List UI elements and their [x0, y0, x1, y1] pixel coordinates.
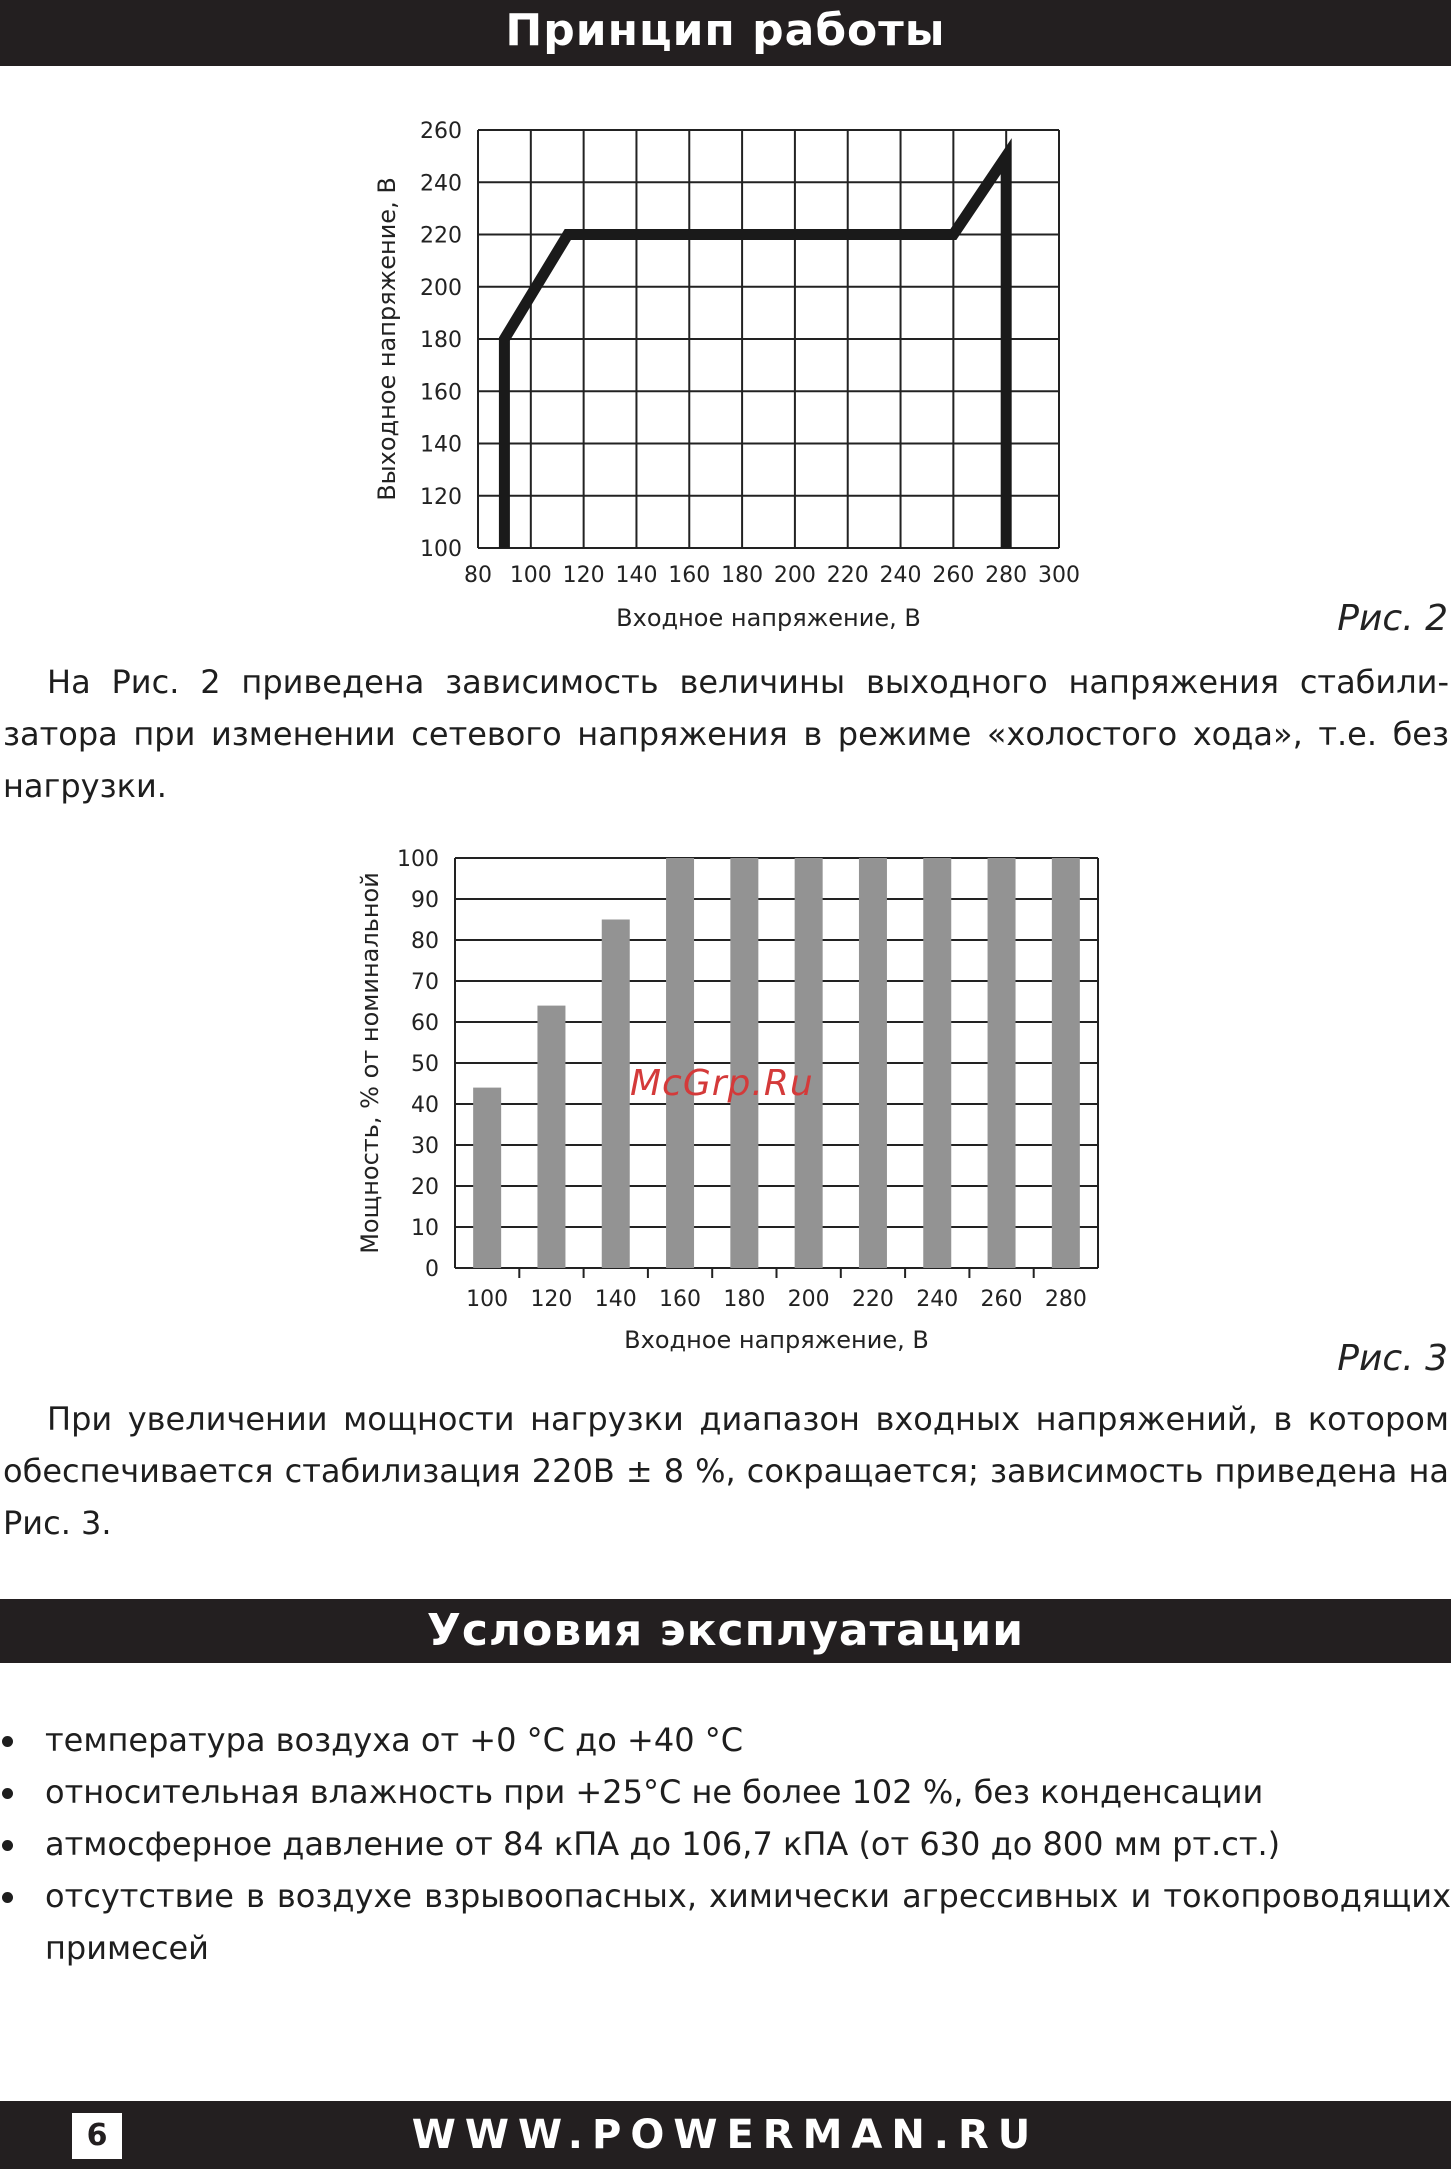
x-tick-label: 260: [980, 1287, 1023, 1312]
x-tick-label: 160: [659, 1287, 702, 1312]
section-title-conditions: Условия эксплуатации: [0, 1599, 1451, 1663]
y-tick-label: 220: [420, 223, 462, 249]
y-tick-label: 180: [420, 328, 462, 353]
y-tick-label: 20: [411, 1175, 439, 1200]
x-tick-label: 280: [985, 563, 1028, 588]
site-url: WWW.POWERMAN.RU: [411, 2112, 1040, 2158]
paragraph-figure-2: [3, 656, 1449, 812]
bullet-icon: [2, 1840, 13, 1851]
list-item: [0, 1870, 1451, 1974]
x-tick-label: 180: [721, 563, 764, 588]
paragraph-line: затора при изменении сетевого напряжения в режиме «холостого хода», т.е. без: [3, 715, 1449, 753]
list-item: [0, 1818, 1451, 1870]
x-tick-label: 240: [916, 1287, 959, 1312]
bullet-icon: [2, 1736, 13, 1747]
y-tick-label: 50: [411, 1052, 439, 1077]
watermark: McGrp.Ru: [630, 1063, 814, 1104]
y-tick-label: 30: [411, 1134, 439, 1159]
y-tick-label: 80: [411, 929, 439, 954]
x-tick-label: 200: [787, 1287, 830, 1312]
y-tick-label: 200: [420, 275, 462, 301]
y-tick-label: 160: [420, 380, 462, 406]
x-tick-label: 160: [668, 563, 711, 588]
section-title-principle: Принцип работы: [0, 0, 1451, 66]
y-tick-label: 70: [411, 970, 439, 995]
x-tick-label: 100: [509, 563, 552, 588]
x-tick-label: 220: [851, 1287, 894, 1312]
bullet-icon: [2, 1788, 13, 1799]
x-tick-label: 140: [594, 1287, 637, 1312]
x-tick-label: 80: [464, 563, 492, 588]
bar: [602, 920, 630, 1269]
y-axis-label: Мощность, % от номинальной: [356, 872, 384, 1254]
bar: [473, 1088, 501, 1268]
list-item-text: относительная влажность при +25°С не более 102 %, без конденсации: [45, 1773, 1264, 1811]
y-tick-label: 90: [411, 888, 439, 913]
y-tick-label: 240: [420, 171, 462, 197]
list-item-text: атмосферное давление от 84 кПА до 106,7 кПА (от 630 до 800 мм рт.ст.): [45, 1825, 1281, 1863]
x-tick-label: 300: [1038, 563, 1080, 588]
x-axis-label: Входное напряжение, В: [624, 1326, 929, 1354]
x-tick-label: 120: [562, 563, 605, 588]
y-tick-label: 100: [397, 847, 439, 872]
x-tick-label: 140: [615, 563, 658, 588]
y-tick-label: 100: [420, 537, 462, 562]
x-tick-label: 100: [466, 1287, 509, 1312]
footer-bar: [0, 2101, 1451, 2169]
paragraph-line: Рис. 3.: [3, 1504, 112, 1542]
x-tick-label: 240: [879, 563, 922, 588]
output-voltage-chart: [0, 90, 1100, 650]
y-tick-label: 60: [411, 1011, 439, 1036]
x-tick-label: 220: [826, 563, 869, 588]
x-tick-label: 280: [1044, 1287, 1087, 1312]
y-tick-label: 120: [420, 484, 462, 510]
y-tick-label: 140: [420, 432, 462, 458]
page-number: 6: [72, 2113, 122, 2159]
list-item-text: температура воздуха от +0 °С до +40 °С: [45, 1721, 744, 1759]
x-axis-label: Входное напряжение, В: [616, 604, 921, 632]
paragraph-line: обеспечивается стабилизация 220В ± 8 %, сокращается; зависимость приведена на: [3, 1452, 1449, 1490]
list-item: [0, 1714, 1451, 1766]
x-tick-label: 120: [530, 1287, 573, 1312]
x-tick-label: 180: [723, 1287, 766, 1312]
paragraph-line: На Рис. 2 приведена зависимость величины выходного напряжения стабили-: [47, 663, 1449, 701]
y-tick-label: 0: [425, 1257, 439, 1282]
power-bar-chart: [0, 826, 1100, 1366]
paragraph-line: нагрузки.: [3, 767, 167, 805]
paragraph-figure-3: [3, 1393, 1449, 1549]
x-tick-label: 260: [932, 563, 975, 588]
bar: [923, 858, 951, 1268]
bullet-icon: [2, 1892, 13, 1903]
y-tick-label: 260: [420, 119, 462, 144]
paragraph-line: При увеличении мощности нагрузки диапазон входных напряжений, в котором: [47, 1400, 1449, 1438]
output-voltage-line: [504, 156, 1006, 548]
bar: [1052, 858, 1080, 1268]
list-item-text: отсутствие в воздухе взрывоопасных, химически агрессивных и токопроводящих примесей: [45, 1877, 1451, 1967]
y-axis-label: Выходное напряжение, В: [373, 177, 401, 501]
bar: [988, 858, 1016, 1268]
figure-3-caption: Рис. 3: [1337, 1338, 1448, 1379]
y-tick-label: 10: [411, 1216, 439, 1241]
figure-2-caption: Рис. 2: [1337, 598, 1448, 639]
operating-conditions-list: [0, 1714, 1451, 1974]
y-tick-label: 40: [411, 1093, 439, 1118]
x-tick-label: 200: [773, 563, 816, 588]
list-item: [0, 1766, 1451, 1818]
bar: [537, 1006, 565, 1268]
bar: [859, 858, 887, 1268]
